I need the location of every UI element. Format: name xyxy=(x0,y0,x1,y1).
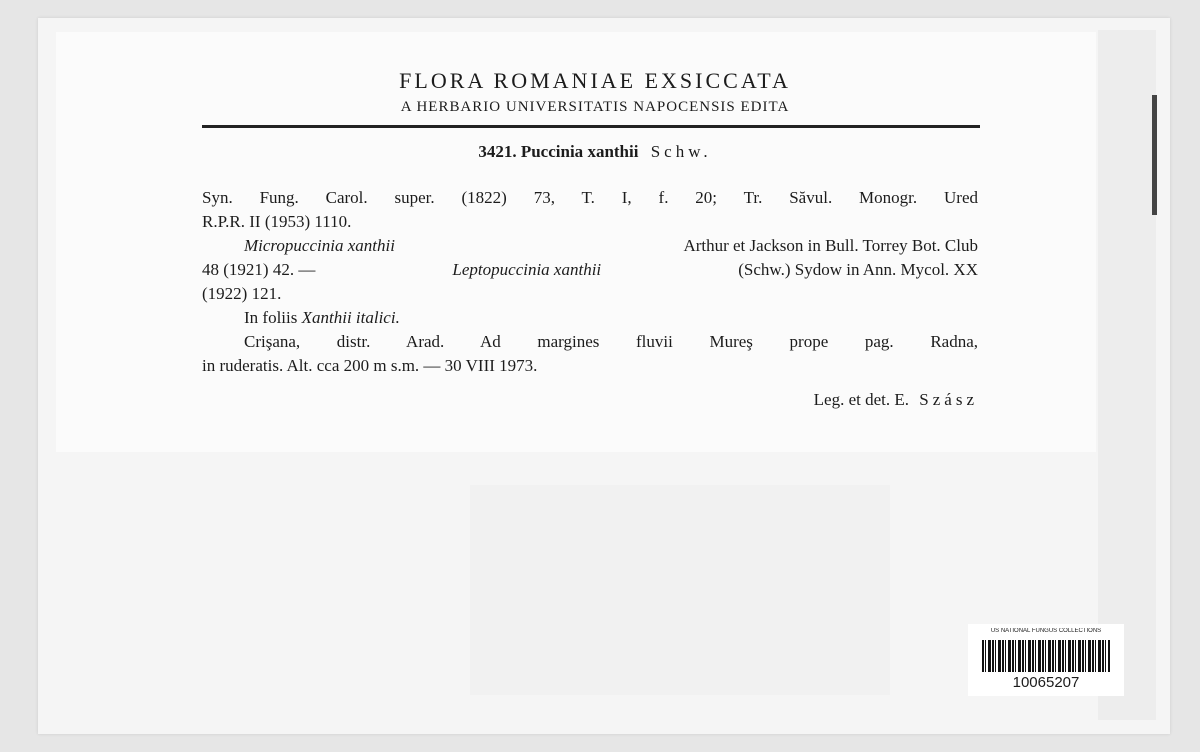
genus-name: Puccinia xyxy=(520,142,584,161)
collector-line xyxy=(814,390,978,410)
barcode-label xyxy=(968,624,1124,696)
host-name: Xanthii italici. xyxy=(301,308,400,327)
citation-line-2: R.P.R. II (1953) 1110. xyxy=(202,212,352,231)
locality-line-2: in ruderatis. Alt. cca 200 m s.m. — 30 VIII 1973. xyxy=(202,356,538,375)
citation-line-1: Syn. Fung. Carol. super. (1822) 73, T. I, f. 20; Tr. Săvul. Monogr. Ured xyxy=(202,188,978,207)
synonym-leptopuccinia: Leptopuccinia xanthii xyxy=(452,260,602,279)
synonym-1-citation: Arthur et Jackson in Bull. Torrey Bot. Club xyxy=(683,236,978,255)
species-author: Schw. xyxy=(650,142,712,161)
synonym-micropuccinia: Micropuccinia xanthii xyxy=(244,236,395,255)
faded-specimen-area xyxy=(470,485,890,695)
collector-name: Szász xyxy=(919,390,978,409)
synonym-2-year: (1922) 121. xyxy=(202,284,282,303)
species-name: xanthii xyxy=(587,142,639,161)
synonym-line-1 xyxy=(244,236,978,256)
locality-line-1: Crişana, distr. Arad. Ad margines fluvii Mureş prope pag. Radna, xyxy=(244,332,978,351)
header-rule xyxy=(202,125,980,128)
synonym-line-2 xyxy=(202,260,978,280)
barcode-number: 10065207 xyxy=(1012,674,1080,691)
sheet-dark-edge xyxy=(1152,95,1157,215)
species-title xyxy=(200,142,990,162)
synonym-2-citation: (Schw.) Sydow in Ann. Mycol. XX xyxy=(738,260,978,279)
host-prefix: In foliis xyxy=(244,308,298,327)
barcode-title: US NATIONAL FUNGUS COLLECTIONS xyxy=(990,628,1102,634)
collector-prefix: Leg. et det. E. xyxy=(813,390,910,409)
host-line xyxy=(244,308,400,328)
synonym-1-year: 48 (1921) 42. — xyxy=(202,260,316,279)
sheet-edge-strip xyxy=(1098,30,1156,720)
specimen-number: 3421. xyxy=(478,142,517,161)
barcode-icon xyxy=(982,640,1110,672)
header-title: FLORA ROMANIAE EXSICCATA xyxy=(399,68,791,93)
header-subtitle: A HERBARIO UNIVERSITATIS NAPOCENSIS EDITA xyxy=(400,99,790,115)
